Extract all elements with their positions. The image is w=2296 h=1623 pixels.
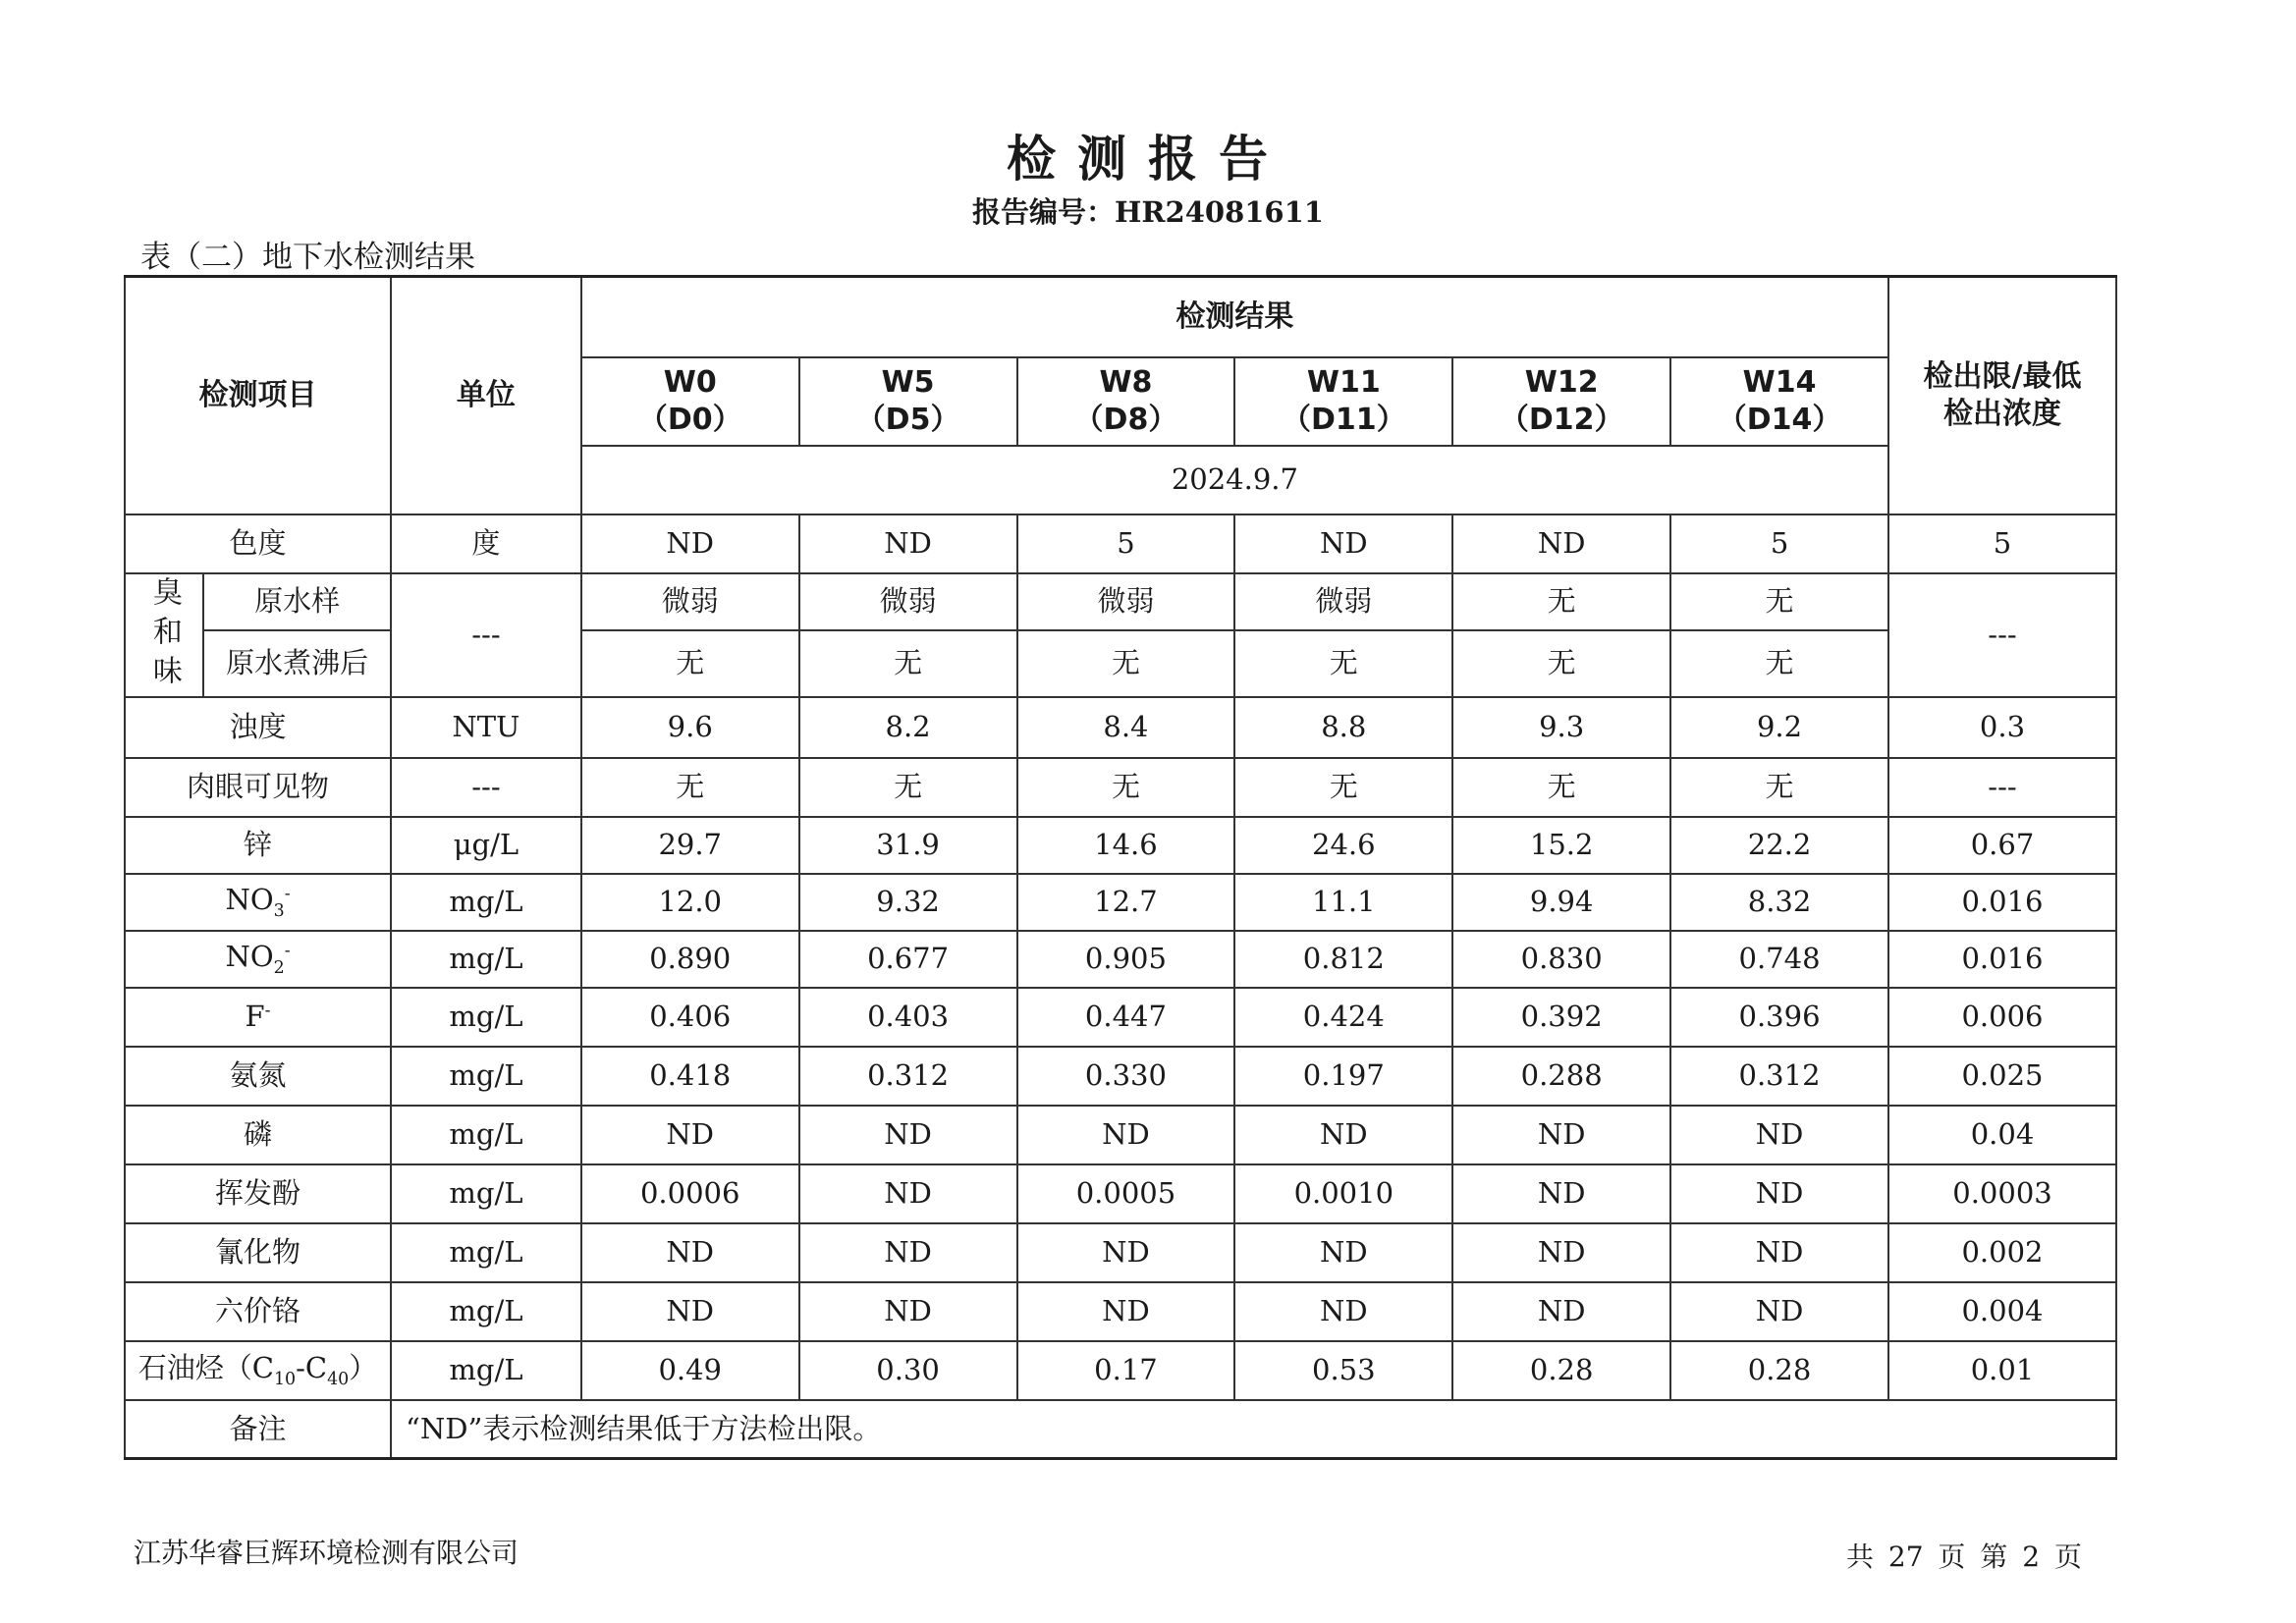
value-cell: 0.28 xyxy=(1670,1341,1888,1400)
value-cell: 无 xyxy=(1670,573,1888,630)
table-row xyxy=(125,758,2116,817)
value-cell: ND xyxy=(1670,1164,1888,1223)
table-row xyxy=(125,1106,2116,1164)
item-name xyxy=(125,874,391,931)
item-name: 磷 xyxy=(125,1106,391,1164)
value-cell: ND xyxy=(1452,514,1670,573)
limit-cell: 0.01 xyxy=(1888,1341,2116,1400)
well-header xyxy=(1452,357,1670,446)
limit-cell: 0.0003 xyxy=(1888,1164,2116,1223)
item-name: 肉眼可见物 xyxy=(125,758,391,817)
well-id: W5 xyxy=(881,365,935,400)
formula-sup: - xyxy=(264,1001,271,1021)
limit-cell: 0.67 xyxy=(1888,817,2116,874)
unit-cell: μg/L xyxy=(391,817,581,874)
formula-part: -C xyxy=(296,1350,328,1384)
well-depth: （D11） xyxy=(1281,402,1406,437)
formula-sub: 3 xyxy=(273,900,285,921)
company-name: 江苏华睿巨辉环境检测有限公司 xyxy=(134,1537,519,1569)
value-cell: 0.17 xyxy=(1017,1341,1235,1400)
unit-cell: mg/L xyxy=(391,988,581,1047)
formula-main: NO xyxy=(225,939,274,973)
value-cell: 微弱 xyxy=(1017,573,1235,630)
formula-sub: 40 xyxy=(327,1369,350,1389)
value-cell: ND xyxy=(1452,1282,1670,1341)
well-header xyxy=(799,357,1017,446)
table-caption: 表（二）地下水检测结果 xyxy=(140,240,475,275)
unit-cell: NTU xyxy=(391,697,581,758)
header-limit: 检出限/最低检出浓度 xyxy=(1888,277,2116,514)
value-cell: 24.6 xyxy=(1234,817,1452,874)
value-cell: ND xyxy=(1452,1164,1670,1223)
value-cell: 无 xyxy=(799,758,1017,817)
well-header xyxy=(1017,357,1235,446)
value-cell: ND xyxy=(1670,1282,1888,1341)
well-depth: （D5） xyxy=(855,402,960,437)
well-depth: （D12） xyxy=(1499,402,1624,437)
value-cell: ND xyxy=(581,1282,799,1341)
table-row xyxy=(125,1341,2116,1400)
value-cell: ND xyxy=(1017,1106,1235,1164)
item-name: 氨氮 xyxy=(125,1047,391,1106)
value-cell: 9.2 xyxy=(1670,697,1888,758)
value-cell: 8.2 xyxy=(799,697,1017,758)
value-cell: 0.392 xyxy=(1452,988,1670,1047)
value-cell: 0.0010 xyxy=(1234,1164,1452,1223)
formula-sub: 2 xyxy=(273,957,285,978)
well-header xyxy=(1234,357,1452,446)
unit-cell: mg/L xyxy=(391,1164,581,1223)
value-cell: 0.49 xyxy=(581,1341,799,1400)
formula-sup: - xyxy=(284,884,291,904)
value-cell: ND xyxy=(1452,1223,1670,1282)
table-row xyxy=(125,817,2116,874)
value-cell: 0.288 xyxy=(1452,1047,1670,1106)
value-cell: 31.9 xyxy=(799,817,1017,874)
value-cell: 无 xyxy=(1234,758,1452,817)
value-cell: ND xyxy=(1234,1106,1452,1164)
table-row xyxy=(125,697,2116,758)
odor-group-label: 臭和味 xyxy=(125,573,203,697)
item-name: 挥发酚 xyxy=(125,1164,391,1223)
well-header xyxy=(1670,357,1888,446)
limit-cell: 0.016 xyxy=(1888,931,2116,988)
value-cell: 无 xyxy=(1234,630,1452,697)
item-name: 原水样 xyxy=(203,573,391,630)
well-header xyxy=(581,357,799,446)
value-cell: 0.312 xyxy=(1670,1047,1888,1106)
table-row xyxy=(125,1282,2116,1341)
value-cell: 5 xyxy=(1017,514,1235,573)
table-row xyxy=(125,874,2116,931)
item-name xyxy=(125,1341,391,1400)
value-cell: ND xyxy=(1234,1282,1452,1341)
limit-cell: 0.004 xyxy=(1888,1282,2116,1341)
table-row xyxy=(125,931,2116,988)
value-cell: ND xyxy=(799,1223,1017,1282)
value-cell: ND xyxy=(1017,1223,1235,1282)
value-cell: ND xyxy=(1017,1282,1235,1341)
value-cell: 15.2 xyxy=(1452,817,1670,874)
value-cell: 8.32 xyxy=(1670,874,1888,931)
unit-cell: mg/L xyxy=(391,1047,581,1106)
value-cell: 9.94 xyxy=(1452,874,1670,931)
limit-cell: 0.04 xyxy=(1888,1106,2116,1164)
table-row xyxy=(125,514,2116,573)
value-cell: 无 xyxy=(581,630,799,697)
page-number: 共 27 页 第 2 页 xyxy=(1846,1541,2082,1573)
report-number: 报告编号：HR24081611 xyxy=(972,195,1324,229)
value-cell: ND xyxy=(799,1164,1017,1223)
limit-cell: 0.006 xyxy=(1888,988,2116,1047)
limit-cell: 0.3 xyxy=(1888,697,2116,758)
value-cell: 0.447 xyxy=(1017,988,1235,1047)
value-cell: 22.2 xyxy=(1670,817,1888,874)
value-cell: 29.7 xyxy=(581,817,799,874)
value-cell: 11.1 xyxy=(1234,874,1452,931)
item-name: 锌 xyxy=(125,817,391,874)
header-unit: 单位 xyxy=(391,277,581,514)
limit-cell: --- xyxy=(1888,573,2116,697)
table-row xyxy=(125,1047,2116,1106)
unit-cell: --- xyxy=(391,758,581,817)
report-title: 检测报告 xyxy=(1007,131,1289,188)
value-cell: 微弱 xyxy=(1234,573,1452,630)
item-name: 浊度 xyxy=(125,697,391,758)
well-id: W8 xyxy=(1099,365,1153,400)
value-cell: 0.197 xyxy=(1234,1047,1452,1106)
unit-cell: mg/L xyxy=(391,1341,581,1400)
value-cell: 0.30 xyxy=(799,1341,1017,1400)
value-cell: 微弱 xyxy=(799,573,1017,630)
value-cell: 12.7 xyxy=(1017,874,1235,931)
value-cell: 无 xyxy=(1452,573,1670,630)
value-cell: 0.677 xyxy=(799,931,1017,988)
value-cell: ND xyxy=(799,1282,1017,1341)
limit-cell: 5 xyxy=(1888,514,2116,573)
value-cell: 无 xyxy=(1670,630,1888,697)
header-item: 检测项目 xyxy=(125,277,391,514)
well-depth: （D8） xyxy=(1073,402,1178,437)
unit-cell: mg/L xyxy=(391,1106,581,1164)
value-cell: ND xyxy=(799,1106,1017,1164)
value-cell: 0.0006 xyxy=(581,1164,799,1223)
unit-cell: mg/L xyxy=(391,931,581,988)
formula-part: ） xyxy=(349,1350,378,1384)
header-results: 检测结果 xyxy=(581,277,1888,357)
limit-cell: --- xyxy=(1888,758,2116,817)
well-id: W14 xyxy=(1742,365,1817,400)
value-cell: 无 xyxy=(1017,630,1235,697)
value-cell: 无 xyxy=(1670,758,1888,817)
item-name xyxy=(125,931,391,988)
value-cell: 0.406 xyxy=(581,988,799,1047)
unit-cell: mg/L xyxy=(391,1282,581,1341)
value-cell: ND xyxy=(1234,514,1452,573)
formula-main: F xyxy=(245,1000,265,1034)
value-cell: 9.6 xyxy=(581,697,799,758)
sampling-date: 2024.9.7 xyxy=(581,446,1888,514)
value-cell: 0.748 xyxy=(1670,931,1888,988)
value-cell: 无 xyxy=(1452,758,1670,817)
unit-cell: 度 xyxy=(391,514,581,573)
value-cell: 0.403 xyxy=(799,988,1017,1047)
formula-sub: 10 xyxy=(273,1369,297,1389)
groundwater-results-table xyxy=(124,275,2117,1460)
limit-cell: 0.025 xyxy=(1888,1047,2116,1106)
table-row xyxy=(125,988,2116,1047)
well-id: W0 xyxy=(663,365,717,400)
remark-row xyxy=(125,1400,2116,1459)
limit-cell: 0.016 xyxy=(1888,874,2116,931)
value-cell: 0.812 xyxy=(1234,931,1452,988)
well-depth: （D0） xyxy=(637,402,742,437)
formula-part: 石油烃（C xyxy=(137,1350,274,1384)
value-cell: 5 xyxy=(1670,514,1888,573)
well-id: W11 xyxy=(1306,365,1381,400)
value-cell: 0.0005 xyxy=(1017,1164,1235,1223)
value-cell: 无 xyxy=(581,758,799,817)
value-cell: 0.396 xyxy=(1670,988,1888,1047)
table-row xyxy=(125,1164,2116,1223)
value-cell: 0.830 xyxy=(1452,931,1670,988)
value-cell: ND xyxy=(1670,1223,1888,1282)
value-cell: 8.4 xyxy=(1017,697,1235,758)
item-name xyxy=(125,988,391,1047)
unit-cell: mg/L xyxy=(391,1223,581,1282)
table-row xyxy=(125,573,2116,630)
value-cell: 14.6 xyxy=(1017,817,1235,874)
value-cell: 无 xyxy=(799,630,1017,697)
value-cell: 0.330 xyxy=(1017,1047,1235,1106)
value-cell: ND xyxy=(581,514,799,573)
value-cell: 0.28 xyxy=(1452,1341,1670,1400)
well-id: W12 xyxy=(1524,365,1599,400)
value-cell: 0.890 xyxy=(581,931,799,988)
unit-cell: --- xyxy=(391,573,581,697)
table-row xyxy=(125,1223,2116,1282)
remark-label: 备注 xyxy=(125,1400,391,1459)
item-name: 六价铬 xyxy=(125,1282,391,1341)
value-cell: 0.418 xyxy=(581,1047,799,1106)
value-cell: 8.8 xyxy=(1234,697,1452,758)
item-name: 氰化物 xyxy=(125,1223,391,1282)
formula-sup: - xyxy=(284,941,291,961)
item-name: 原水煮沸后 xyxy=(203,630,391,697)
value-cell: 0.53 xyxy=(1234,1341,1452,1400)
well-depth: （D14） xyxy=(1717,402,1842,437)
value-cell: 无 xyxy=(1452,630,1670,697)
formula-main: NO xyxy=(225,882,274,916)
limit-cell: 0.002 xyxy=(1888,1223,2116,1282)
item-name: 色度 xyxy=(125,514,391,573)
value-cell: 0.424 xyxy=(1234,988,1452,1047)
value-cell: 9.32 xyxy=(799,874,1017,931)
remark-text: “ND”表示检测结果低于方法检出限。 xyxy=(391,1400,2116,1459)
value-cell: ND xyxy=(581,1223,799,1282)
value-cell: ND xyxy=(1670,1106,1888,1164)
value-cell: ND xyxy=(1452,1106,1670,1164)
value-cell: 12.0 xyxy=(581,874,799,931)
value-cell: ND xyxy=(799,514,1017,573)
value-cell: 9.3 xyxy=(1452,697,1670,758)
value-cell: 0.905 xyxy=(1017,931,1235,988)
unit-cell: mg/L xyxy=(391,874,581,931)
value-cell: 微弱 xyxy=(581,573,799,630)
value-cell: 0.312 xyxy=(799,1047,1017,1106)
value-cell: 无 xyxy=(1017,758,1235,817)
value-cell: ND xyxy=(1234,1223,1452,1282)
value-cell: ND xyxy=(581,1106,799,1164)
